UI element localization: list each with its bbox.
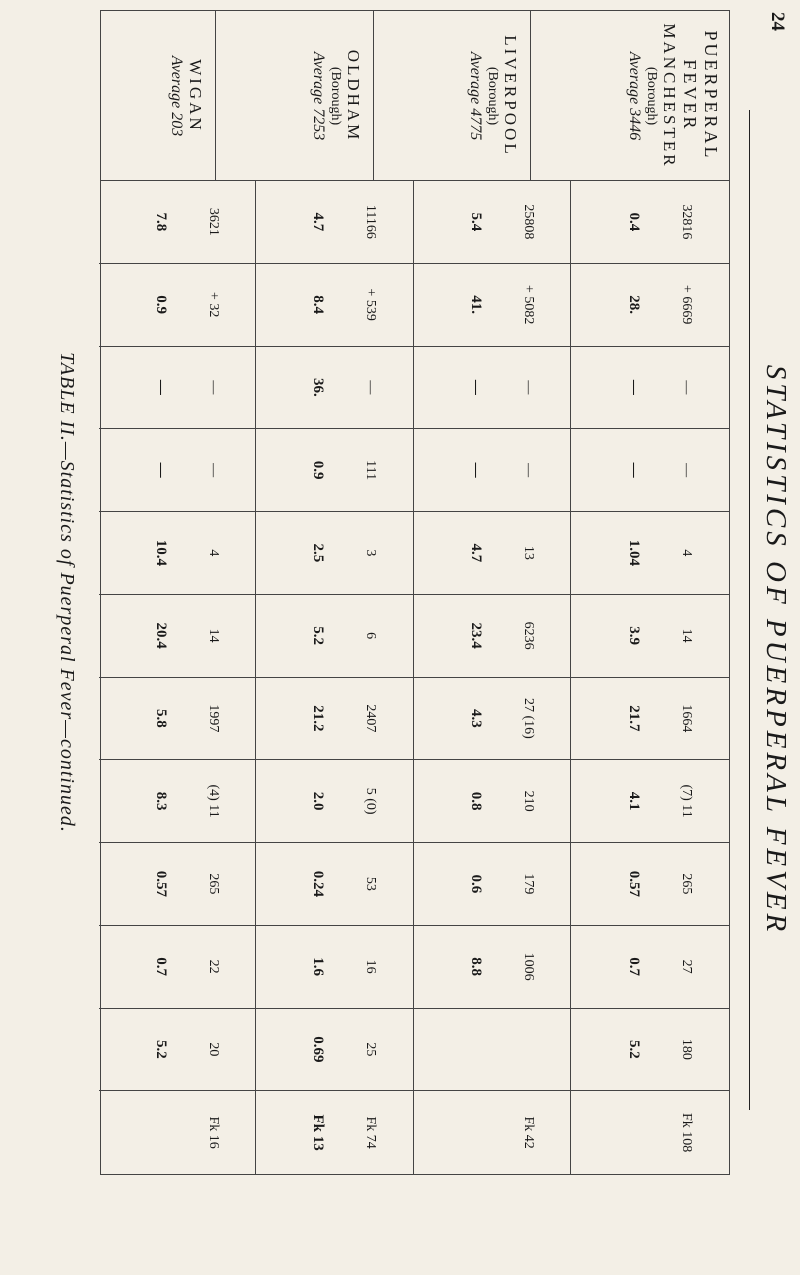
cell-value-bottom: 0.7 xyxy=(152,957,169,976)
header-rule xyxy=(749,110,750,1110)
town-average: Average 4775 xyxy=(467,51,485,141)
table-cell xyxy=(99,264,256,347)
cell-value-top: — xyxy=(205,463,221,478)
table-cell xyxy=(414,512,571,595)
cell-value-bottom: Fk 13 xyxy=(310,1114,327,1151)
cell-value-bottom: 5.2 xyxy=(310,626,327,645)
town-average: Average 203 xyxy=(168,55,186,137)
cell-value-top: 25 xyxy=(363,1042,379,1057)
town-name: OLDHAM xyxy=(344,49,363,143)
cell-value-bottom: 2.5 xyxy=(310,543,327,563)
running-title: STATISTICS OF PUERPERAL FEVER xyxy=(760,364,792,936)
cell-value-top: 27 xyxy=(679,959,695,974)
cell-value-top: 53 xyxy=(363,876,379,891)
table-cell xyxy=(257,1091,414,1174)
table-cell xyxy=(257,347,414,430)
cell-value-bottom: 21.2 xyxy=(310,705,327,732)
cell-value-top: — xyxy=(679,463,695,478)
cell-value-top: 111 xyxy=(363,460,379,481)
cell-value-bottom: 0.9 xyxy=(310,460,327,480)
cell-value-bottom: 5.2 xyxy=(152,1040,169,1059)
town-name: LIVERPOOL xyxy=(501,35,521,157)
cell-value-top: 4 xyxy=(679,549,695,557)
cell-value-bottom: 5.4 xyxy=(467,212,484,232)
table-cell xyxy=(257,512,414,595)
table-cell xyxy=(99,843,256,926)
table-cell xyxy=(99,512,256,595)
cell-value-bottom: 8.4 xyxy=(310,295,327,314)
cell-value-bottom: — xyxy=(626,462,643,478)
cell-value-bottom: 0.7 xyxy=(626,957,643,976)
table-cell xyxy=(414,595,571,678)
table-cell xyxy=(99,760,256,843)
table-cell xyxy=(99,1009,256,1092)
cell-value-bottom: 28. xyxy=(626,295,643,314)
cell-value-top: + 539 xyxy=(363,288,379,321)
cell-value-top: — xyxy=(520,463,536,478)
cell-value-bottom: 3.9 xyxy=(626,626,643,645)
cell-value-bottom: 2.0 xyxy=(310,791,327,811)
cell-value-bottom: 36. xyxy=(310,378,327,397)
cell-value-top: 25808 xyxy=(520,204,536,240)
town-subtitle: (Borough) xyxy=(328,66,343,126)
town-name: WIGAN xyxy=(186,59,206,133)
table-cell xyxy=(99,429,256,512)
table-cell xyxy=(572,264,730,347)
cell-value-bottom: 0.8 xyxy=(467,791,484,811)
cell-value-top: + 6669 xyxy=(679,284,695,325)
cell-value-bottom: 8.8 xyxy=(467,957,484,976)
cell-value-bottom: 0.24 xyxy=(310,870,327,897)
cell-value-top: 32816 xyxy=(679,204,695,240)
table-cell xyxy=(99,1091,256,1174)
cell-value-bottom: 4.7 xyxy=(310,212,327,232)
table-cell xyxy=(257,678,414,761)
table-cell xyxy=(572,347,730,430)
table-cell xyxy=(99,595,256,678)
table-cell xyxy=(257,429,414,512)
cell-value-bottom: 1.6 xyxy=(310,957,327,976)
table-cell xyxy=(414,264,571,347)
cell-value-top: 6236 xyxy=(520,621,536,650)
cell-value-top: — xyxy=(363,380,379,395)
cell-value-bottom: — xyxy=(467,379,484,395)
cell-value-bottom: 1.04 xyxy=(626,539,643,566)
cell-value-top: (7) 11 xyxy=(679,784,695,818)
town-subtitle: (Borough) xyxy=(644,66,659,126)
cell-value-bottom: 8.3 xyxy=(152,791,169,811)
table-cell xyxy=(572,512,730,595)
cell-value-top: 16 xyxy=(363,959,379,974)
cell-value-bottom: 0.9 xyxy=(152,295,169,314)
cell-value-bottom: 4.3 xyxy=(467,709,484,728)
cell-value-top: 20 xyxy=(205,1042,221,1057)
table-cell xyxy=(257,1009,414,1092)
cell-value-top: Fk 16 xyxy=(205,1116,221,1149)
town-average: Average 7253 xyxy=(310,51,327,141)
table-cell xyxy=(572,760,730,843)
cell-value-top: — xyxy=(520,380,536,395)
cell-value-top: (4) 11 xyxy=(205,784,221,818)
table-cell xyxy=(414,760,571,843)
cell-value-top: 5 (0) xyxy=(363,787,379,815)
table-cell xyxy=(99,678,256,761)
cell-value-top: Fk 42 xyxy=(520,1116,536,1149)
cell-value-top: + 32 xyxy=(205,291,221,318)
table-cell xyxy=(572,926,730,1009)
table-cell xyxy=(414,926,571,1009)
town-row xyxy=(414,181,572,1174)
cell-value-top: 11166 xyxy=(363,204,379,239)
cell-value-bottom: 0.6 xyxy=(467,874,484,894)
cell-value-top: — xyxy=(679,380,695,395)
table-cell xyxy=(414,678,571,761)
cell-value-top: 3 xyxy=(363,549,379,557)
cell-value-bottom: 0.69 xyxy=(310,1036,327,1063)
table-cell xyxy=(572,181,730,264)
table-cell xyxy=(257,181,414,264)
cell-value-top: Fk 108 xyxy=(679,1112,695,1153)
cell-value-bottom: 4.1 xyxy=(626,791,643,811)
cell-value-top: 14 xyxy=(679,628,695,643)
cell-value-bottom: 20.4 xyxy=(152,622,169,649)
cell-value-top: 265 xyxy=(205,873,221,895)
page-number: 24 xyxy=(767,12,788,31)
statistics-table xyxy=(100,10,730,1175)
cell-value-bottom: — xyxy=(467,462,484,478)
cell-value-top: 14 xyxy=(205,628,221,643)
table-caption: TABLE II.—Statistics of Puerperal Fever—continued. xyxy=(56,352,78,833)
table-cell xyxy=(414,347,571,430)
cell-value-bottom: — xyxy=(152,379,169,395)
table-cell xyxy=(414,181,571,264)
cell-value-top: 265 xyxy=(679,873,695,895)
table-cell xyxy=(257,760,414,843)
cell-value-top: 210 xyxy=(520,790,536,812)
cell-value-top: 6 xyxy=(363,632,379,640)
table-cell xyxy=(257,264,414,347)
cell-value-bottom: 4.7 xyxy=(467,543,484,563)
table-cell xyxy=(99,347,256,430)
cell-value-top: 3621 xyxy=(205,207,221,236)
table-cell xyxy=(99,181,256,264)
town-row xyxy=(257,181,415,1174)
cell-value-top: Fk 74 xyxy=(363,1116,379,1149)
table-cell xyxy=(572,595,730,678)
cell-value-top: 22 xyxy=(205,959,221,974)
town-row xyxy=(99,181,257,1174)
cell-value-bottom: 5.2 xyxy=(626,1040,643,1059)
cell-value-bottom: 0.57 xyxy=(626,870,643,897)
table-cell xyxy=(257,926,414,1009)
town-label-column xyxy=(101,11,729,181)
cell-value-bottom: — xyxy=(152,462,169,478)
town-average: Average 3446 xyxy=(626,51,643,141)
cell-value-top: 180 xyxy=(679,1038,695,1060)
cell-value-top: 27 (16) xyxy=(520,697,536,739)
cell-value-bottom: 41. xyxy=(467,295,484,314)
cell-value-bottom: 0.57 xyxy=(152,870,169,897)
table-cell xyxy=(414,843,571,926)
table-cell xyxy=(414,1009,571,1092)
cell-value-bottom: 5.8 xyxy=(152,709,169,728)
group-label: PUERPERAL FEVER xyxy=(680,30,721,161)
cell-value-bottom: 23.4 xyxy=(467,622,484,649)
table-cell xyxy=(414,429,571,512)
cell-value-bottom: 21.7 xyxy=(626,705,643,732)
cell-value-top: 1664 xyxy=(679,704,695,733)
cell-value-top: 179 xyxy=(520,873,536,895)
table-cell xyxy=(572,1009,730,1092)
cell-value-top: + 5082 xyxy=(520,284,536,325)
cell-value-top: 1006 xyxy=(520,952,536,981)
cell-value-top: 2407 xyxy=(363,704,379,733)
table-cell xyxy=(414,1091,571,1174)
cell-value-top: 13 xyxy=(520,545,536,560)
cell-value-bottom: 0.4 xyxy=(626,212,643,232)
table-cell xyxy=(572,1091,730,1174)
table-cell xyxy=(572,678,730,761)
table-cell xyxy=(572,429,730,512)
cell-value-bottom: 10.4 xyxy=(152,539,169,566)
town-subtitle: (Borough) xyxy=(485,66,501,126)
town-row xyxy=(572,181,730,1174)
cell-value-bottom: — xyxy=(626,379,643,395)
cell-value-bottom: 7.8 xyxy=(152,212,169,232)
town-name: MANCHESTER xyxy=(660,23,679,169)
table-cell xyxy=(257,595,414,678)
cell-value-top: — xyxy=(205,380,221,395)
cell-value-top: 1997 xyxy=(205,704,221,733)
table-cell xyxy=(257,843,414,926)
cell-value-top: 4 xyxy=(205,549,221,557)
table-cell xyxy=(99,926,256,1009)
table-cell xyxy=(572,843,730,926)
